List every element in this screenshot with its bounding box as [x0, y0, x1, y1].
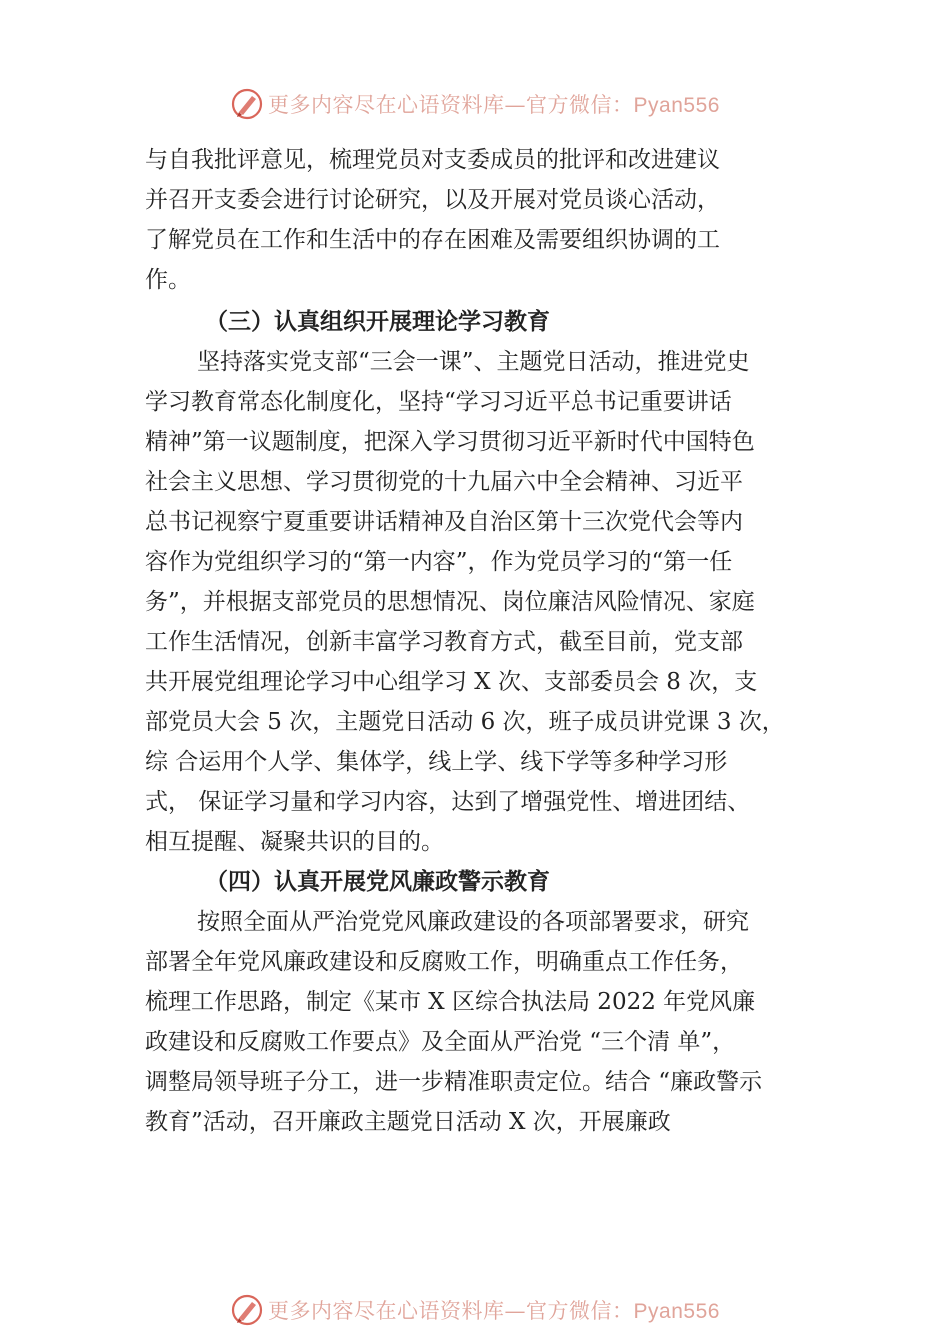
text-line: 工作生活情况，创新丰富学习教育方式，截至目前，党支部	[145, 629, 743, 655]
watermark-text: 更多内容尽在心语资料库—官方微信：Pyan556	[268, 1299, 720, 1323]
text-line: 按照全面从严治党党风廉政建设的各项部署要求，研究	[197, 909, 749, 935]
text-line: 务”，并根据支部党员的思想情况、岗位廉洁风险情况、家庭	[145, 589, 755, 615]
text-line: 共开展党组理论学习中心组学习 X 次、支部委员会 8 次，支	[145, 669, 758, 695]
section-heading-3: （三）认真组织开展理论学习教育	[205, 309, 550, 335]
text-line: 社会主义思想、学习贯彻党的十九届六中全会精神、习近平	[145, 469, 743, 495]
text-line: 相互提醒、凝聚共识的目的。	[145, 829, 444, 855]
text-line: 总书记视察宁夏重要讲话精神及自治区第十三次党代会等内	[145, 509, 743, 535]
text-line: 学习教育常态化制度化，坚持“学习习近平总书记重要讲话	[145, 389, 732, 415]
paragraph-3	[145, 902, 825, 1142]
text-line: 作。	[145, 267, 191, 293]
text-line: 综 合运用个人学、集体学，线上学、线下学等多种学习形	[145, 749, 728, 775]
text-line: 并召开支委会进行讨论研究，以及开展对党员谈心活动，	[145, 187, 720, 213]
watermark-footer	[0, 1290, 950, 1330]
text-line: 教育”活动，召开廉政主题党日活动 X 次，开展廉政	[145, 1109, 671, 1135]
paragraph-2	[145, 342, 825, 862]
text-line: 政建设和反腐败工作要点》及全面从严治党 “三个清 单”，	[145, 1029, 736, 1055]
section-heading-4: （四）认真开展党风廉政警示教育	[205, 869, 550, 895]
text-line: 调整局领导班子分工，进一步精准职责定位。结合 “廉政警示	[145, 1069, 763, 1095]
text-line: 部署全年党风廉政建设和反腐败工作，明确重点工作任务，	[145, 949, 743, 975]
text-line: 部党员大会 5 次，主题党日活动 6 次，班子成员讲党课 3 次，	[145, 709, 785, 735]
document-body	[145, 140, 825, 1142]
text-line: 梳理工作思路，制定《某市 X 区综合执法局 2022 年党风廉	[145, 989, 756, 1015]
text-line: 精神”第一议题制度，把深入学习贯彻习近平新时代中国特色	[145, 429, 755, 455]
paragraph-1	[145, 140, 825, 300]
watermark-text: 更多内容尽在心语资料库—官方微信：Pyan556	[268, 93, 720, 117]
text-line: 坚持落实党支部“三会一课”、主题党日活动，推进党史	[197, 349, 750, 375]
text-line: 容作为党组织学习的“第一内容”，作为党员学习的“第一任	[145, 549, 733, 575]
text-line: 式， 保证学习量和学习内容，达到了增强党性、增进团结、	[145, 789, 751, 815]
pen-logo-icon	[230, 87, 264, 121]
pen-logo-icon	[230, 1293, 264, 1327]
watermark-header	[0, 84, 950, 124]
text-line: 与自我批评意见，梳理党员对支委成员的批评和改进建议	[145, 147, 720, 173]
text-line: 了解党员在工作和生活中的存在困难及需要组织协调的工	[145, 227, 720, 253]
